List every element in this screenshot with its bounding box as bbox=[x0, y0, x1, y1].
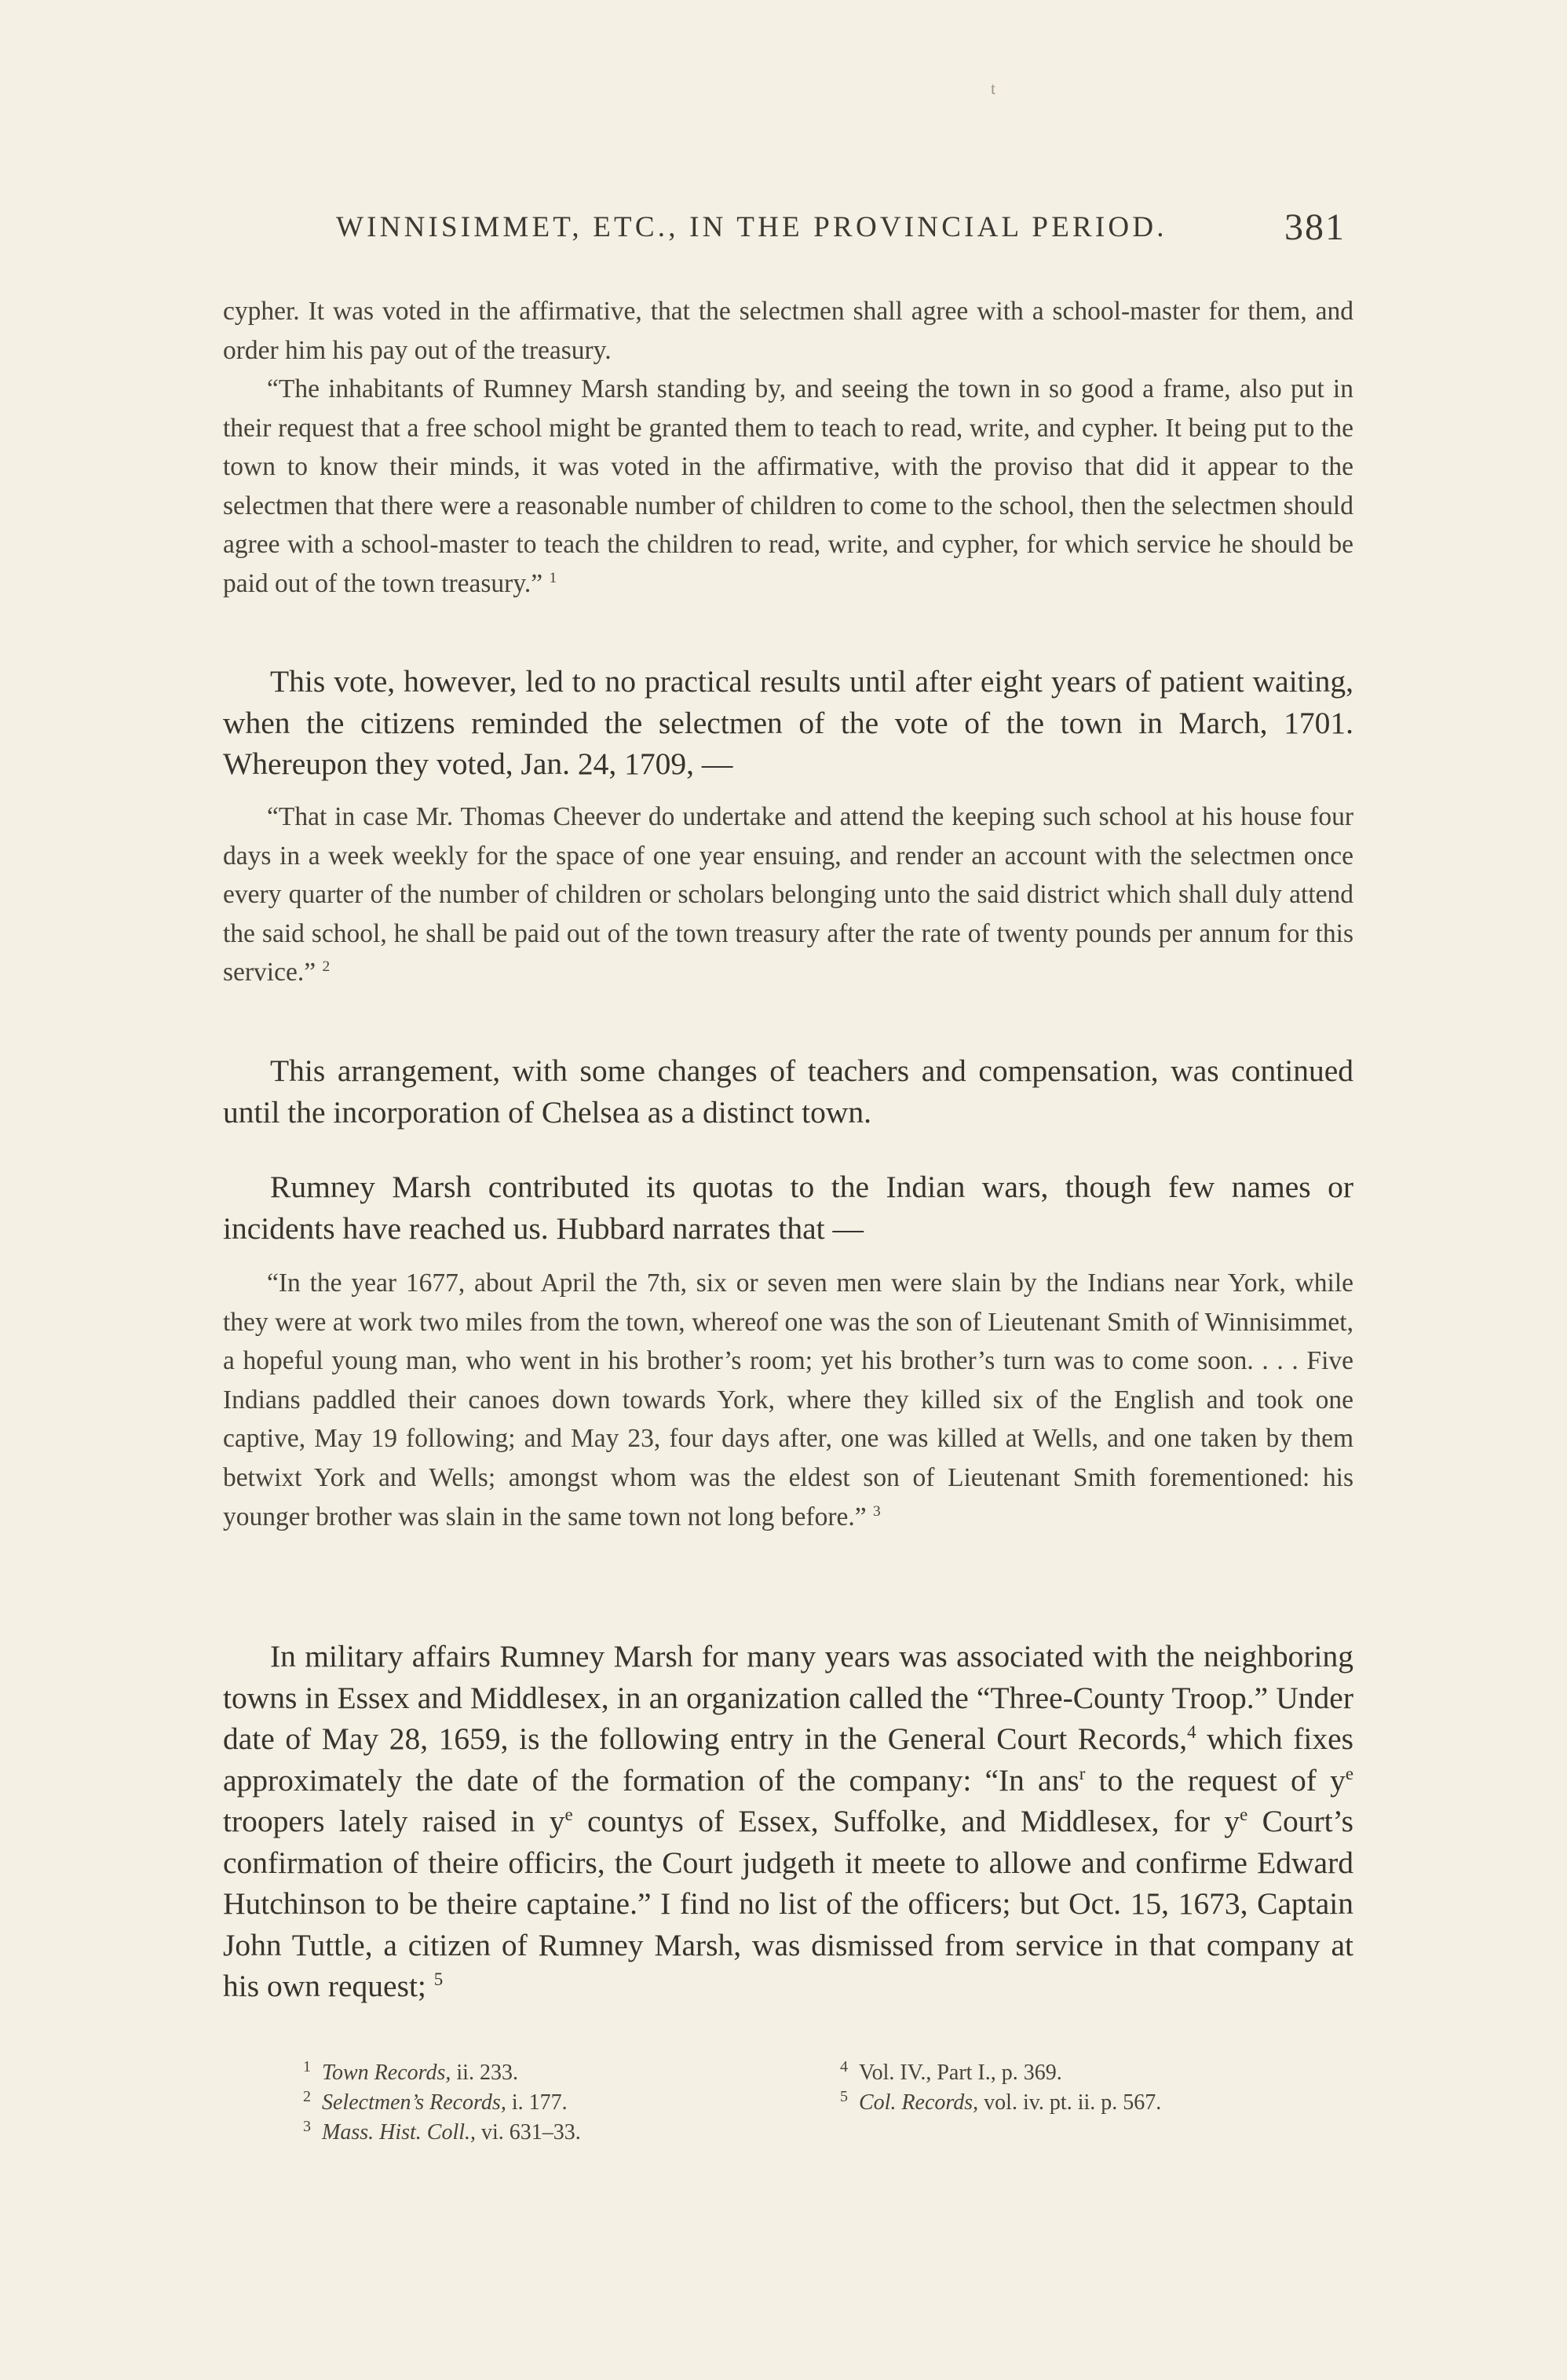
body-paragraph-1 bbox=[223, 661, 1353, 785]
footnote-ref: 2 bbox=[322, 958, 331, 976]
quote-paragraph-4 bbox=[223, 1264, 1353, 1536]
footnotes-left-column bbox=[303, 2058, 743, 2148]
body-text: This arrangement, with some changes of teachers and compensation, was continued until the incorporation of Chelsea as a distinct town. bbox=[223, 1053, 1353, 1130]
page-header bbox=[336, 206, 1357, 261]
quote-paragraph-3 bbox=[223, 798, 1353, 992]
running-head: WINNISIMMET, ETC., IN THE PROVINCIAL PERIOD. bbox=[336, 211, 1167, 243]
body-text: Rumney Marsh contributed its quotas to the Indian wars, though few names or incidents have reached us. Hubbard narrates that — bbox=[223, 1170, 1353, 1246]
quote-text: cypher. It was voted in the affirmative, that the selectmen shall agree with a school-master for them, and order him his pay out of the treasury. bbox=[223, 297, 1353, 365]
footnote-ref: 3 bbox=[872, 1502, 881, 1520]
body-paragraph-2 bbox=[223, 1050, 1353, 1133]
footnote-4: $^4$ Vol. IV., Part I., p. 369. bbox=[840, 2057, 1062, 2085]
footnote-3: $^3$ Mass. Hist. Coll., vi. 631–33. bbox=[303, 2117, 581, 2145]
quote-text: “In the year 1677, about April the 7th, six or seven men were slain by the Indians near York, while they were at work two miles from the town, whereof one was the son of Lieutenant Smith of Winnisimmet, a hopeful young man, who went in his brother’s room; yet his brother’s turn was to come soon. . . . Five Indians paddled their canoes down towards York, where they killed six of the English and took one captive, May 19 following; and May 23, four days after, one was killed at Wells, and one taken by them betwixt York and Wells; amongst whom was the eldest son of Lieutenant Smith forementioned: his younger brother was slain in the same town not long before.” $^3$ bbox=[223, 1268, 1353, 1531]
body-text: This vote, however, led to no practical results until after eight years of patient waiting, when the citizens reminded the selectmen of the vote of the town in March, 1701. Whereupon they voted, Jan. 24, 1709, — bbox=[223, 664, 1353, 781]
page-number: 381 bbox=[1284, 206, 1346, 248]
footnote-ref: 1 bbox=[549, 569, 557, 586]
footnote-ref: 4 bbox=[1187, 1721, 1196, 1742]
quote-text: “That in case Mr. Thomas Cheever do undertake and attend the keeping such school at his house four days in a week weekly for the space of one year ensuing, and render an account with the selectmen once every quarter of the number of children or scholars belonging unto the said district which shall duly attend the said school, he shall be paid out of the town treasury after the rate of twenty pounds per annum for this service.” $^2$ bbox=[223, 802, 1353, 987]
body-text: In military affairs Rumney Marsh for many years was associated with the neighboring towns in Essex and Middlesex, in an organization called the “Three-County Troop.” Under date of May 28, 1659, is the following entry in the General Court Records,$^4$ which fixes approximately the date of the formation of the company: “In ans$^r$ to the request of $y^e$ troopers lately raised in $y^e$ countys of Essex, Suffolke, and Middlesex, for $y^e$ Court’s confirmation of theire officirs, the Court judgeth it meete to allowe and confirme Edward Hutchinson to be theire captaine.” I find no list of the officers; but Oct. 15, 1673, Captain John Tuttle, a citizen of Rumney Marsh, was dismissed from service in that company at his own request; $^5$ bbox=[223, 1639, 1353, 2003]
quote-paragraph-2 bbox=[223, 370, 1353, 604]
quote-paragraph-1 bbox=[223, 292, 1353, 370]
footnote-ref: 5 bbox=[433, 1969, 444, 1989]
body-paragraph-4 bbox=[223, 1636, 1353, 2007]
footnote-5: $^5$ Col. Records, vol. iv. pt. ii. p. 567. bbox=[840, 2087, 1162, 2115]
page-mark: t bbox=[991, 78, 996, 98]
footnotes-right-column bbox=[840, 2058, 1390, 2118]
footnote-1: $^1$ Town Records, ii. 233. bbox=[303, 2057, 518, 2085]
body-paragraph-3 bbox=[223, 1166, 1353, 1249]
quote-text: “The inhabitants of Rumney Marsh standing by, and seeing the town in so good a frame, also put in their request that a free school might be granted them to teach to read, write, and cypher. It being put to the town to know their minds, it was voted in the affirmative, with the proviso that did it appear to the selectmen that there were a reasonable number of children to come to the school, then the selectmen should agree with a school-master to teach the children to read, write, and cypher, for which service he should be paid out of the town treasury.” $^1$ bbox=[223, 374, 1353, 598]
footnote-2: $^2$ Selectmen’s Records, i. 177. bbox=[303, 2087, 568, 2115]
